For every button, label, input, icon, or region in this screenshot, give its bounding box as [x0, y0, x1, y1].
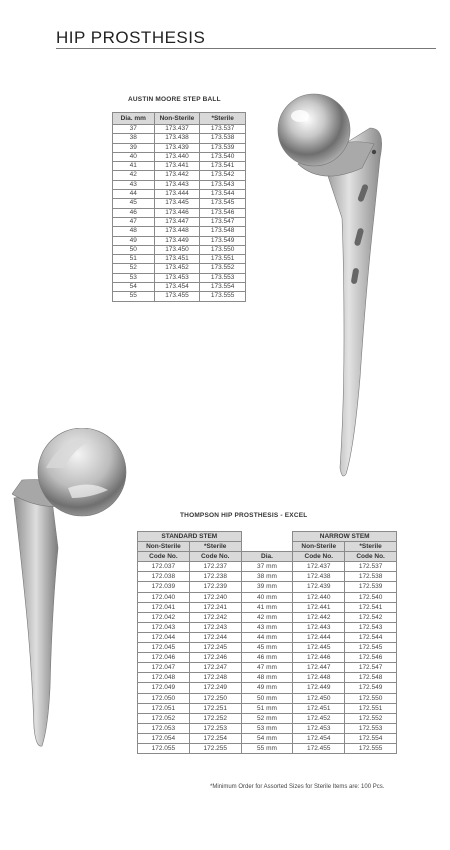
- column-header: Code No.: [189, 552, 241, 562]
- table-cell: 173.439: [154, 143, 200, 152]
- narrow-stem-header: NARROW STEM: [293, 532, 397, 542]
- column-header: Non-Sterile: [154, 113, 200, 125]
- table-cell: 173.437: [154, 125, 200, 134]
- table-row: [138, 673, 397, 683]
- table-row: [113, 255, 246, 264]
- table-cell: 173.542: [200, 171, 246, 180]
- table-row: [138, 733, 397, 743]
- table-cell: 172.439: [293, 582, 345, 592]
- table-cell: 172.544: [345, 632, 397, 642]
- table-row: [113, 264, 246, 273]
- table-cell: 173.540: [200, 152, 246, 161]
- table-cell: 172.452: [293, 713, 345, 723]
- table-cell: 172.442: [293, 612, 345, 622]
- column-header: Non-Sterile: [138, 542, 190, 552]
- table-cell: 173.449: [154, 236, 200, 245]
- thompson-title: THOMPSON HIP PROSTHESIS - EXCEL: [180, 512, 308, 519]
- thompson-prosthesis-image: [12, 428, 138, 748]
- table-row: [138, 653, 397, 663]
- table-cell: 42 mm: [241, 612, 293, 622]
- table-cell: 172.549: [345, 683, 397, 693]
- austin-moore-title: AUSTIN MOORE STEP BALL: [128, 96, 221, 103]
- table-row: [113, 236, 246, 245]
- table-cell: 40: [113, 152, 155, 161]
- table-cell: 173.549: [200, 236, 246, 245]
- table-row: [113, 217, 246, 226]
- table-cell: 54: [113, 283, 155, 292]
- table-cell: 172.548: [345, 673, 397, 683]
- table-cell: 172.254: [189, 733, 241, 743]
- table-cell: 172.240: [189, 592, 241, 602]
- table-cell: 50: [113, 245, 155, 254]
- table-cell: 173.446: [154, 208, 200, 217]
- table-cell: 172.447: [293, 663, 345, 673]
- table-cell: 172.249: [189, 683, 241, 693]
- table-cell: 173.553: [200, 273, 246, 282]
- table-cell: 172.555: [345, 743, 397, 753]
- standard-stem-header: STANDARD STEM: [138, 532, 242, 542]
- table-cell: 44 mm: [241, 632, 293, 642]
- blank-cell: [241, 542, 293, 552]
- table-cell: 172.049: [138, 683, 190, 693]
- table-cell: 173.547: [200, 217, 246, 226]
- table-cell: 52: [113, 264, 155, 273]
- table-row: [113, 143, 246, 152]
- table-cell: 172.553: [345, 723, 397, 733]
- table-cell: 37 mm: [241, 562, 293, 572]
- column-header: Dia.: [241, 552, 293, 562]
- table-row: [138, 723, 397, 733]
- table-cell: 39 mm: [241, 582, 293, 592]
- table-cell: 173.552: [200, 264, 246, 273]
- table-cell: 172.247: [189, 663, 241, 673]
- table-row: [138, 602, 397, 612]
- table-cell: 45 mm: [241, 643, 293, 653]
- table-cell: 38: [113, 134, 155, 143]
- table-cell: 48 mm: [241, 673, 293, 683]
- table-cell: 172.443: [293, 622, 345, 632]
- table-cell: 41 mm: [241, 602, 293, 612]
- table-cell: 53: [113, 273, 155, 282]
- table-cell: 41: [113, 162, 155, 171]
- table-cell: 173.541: [200, 162, 246, 171]
- table-row: [138, 572, 397, 582]
- table-cell: 172.438: [293, 572, 345, 582]
- column-header: Code No.: [293, 552, 345, 562]
- table-cell: 173.555: [200, 292, 246, 301]
- table-cell: 172.043: [138, 622, 190, 632]
- table-cell: 173.450: [154, 245, 200, 254]
- table-cell: 172.437: [293, 562, 345, 572]
- table-row: [113, 152, 246, 161]
- table-row: [113, 208, 246, 217]
- table-cell: 173.443: [154, 180, 200, 189]
- table-cell: 172.237: [189, 562, 241, 572]
- table-cell: 172.539: [345, 582, 397, 592]
- table-header-row: [113, 113, 246, 125]
- table-cell: 173.454: [154, 283, 200, 292]
- table-row: [138, 612, 397, 622]
- table-cell: 173.544: [200, 190, 246, 199]
- table-row: [113, 125, 246, 134]
- thompson-table: [137, 531, 397, 754]
- page-title: HIP PROSTHESIS: [56, 28, 206, 47]
- table-cell: 172.239: [189, 582, 241, 592]
- table-row: [138, 683, 397, 693]
- table-cell: 172.248: [189, 673, 241, 683]
- table-cell: 172.552: [345, 713, 397, 723]
- table-cell: 52 mm: [241, 713, 293, 723]
- table-row: [113, 292, 246, 301]
- table-cell: 172.547: [345, 663, 397, 673]
- table-cell: 172.037: [138, 562, 190, 572]
- table-cell: 172.243: [189, 622, 241, 632]
- table-cell: 172.453: [293, 723, 345, 733]
- table-cell: 172.040: [138, 592, 190, 602]
- footer-note: *Minimum Order for Assorted Sizes for Sterile Items are: 100 Pcs.: [210, 784, 385, 790]
- table-cell: 172.050: [138, 693, 190, 703]
- table-cell: 37: [113, 125, 155, 134]
- table-cell: 172.045: [138, 643, 190, 653]
- table-row: [113, 134, 246, 143]
- table-cell: 55: [113, 292, 155, 301]
- table-cell: 172.255: [189, 743, 241, 753]
- column-header: Dia. mm: [113, 113, 155, 125]
- table-cell: 172.440: [293, 592, 345, 602]
- table-cell: 172.550: [345, 693, 397, 703]
- table-cell: 172.238: [189, 572, 241, 582]
- table-cell: 172.450: [293, 693, 345, 703]
- table-cell: 46 mm: [241, 653, 293, 663]
- table-cell: 172.444: [293, 632, 345, 642]
- table-cell: 172.245: [189, 643, 241, 653]
- table-header-row: [138, 532, 397, 542]
- table-cell: 173.440: [154, 152, 200, 161]
- table-cell: 172.441: [293, 602, 345, 612]
- table-cell: 42: [113, 171, 155, 180]
- table-cell: 55 mm: [241, 743, 293, 753]
- austin-moore-prosthesis-image: [262, 88, 392, 480]
- table-cell: 172.542: [345, 612, 397, 622]
- table-cell: 172.242: [189, 612, 241, 622]
- table-cell: 172.551: [345, 703, 397, 713]
- table-row: [113, 227, 246, 236]
- table-header-row: [138, 542, 397, 552]
- table-cell: 51 mm: [241, 703, 293, 713]
- table-cell: 173.539: [200, 143, 246, 152]
- table-cell: 43: [113, 180, 155, 189]
- table-cell: 173.455: [154, 292, 200, 301]
- table-row: [138, 693, 397, 703]
- table-cell: 172.545: [345, 643, 397, 653]
- table-row: [138, 582, 397, 592]
- table-cell: 173.554: [200, 283, 246, 292]
- table-cell: 172.455: [293, 743, 345, 753]
- table-cell: 172.251: [189, 703, 241, 713]
- table-cell: 172.250: [189, 693, 241, 703]
- table-cell: 45: [113, 199, 155, 208]
- table-row: [138, 632, 397, 642]
- table-cell: 173.550: [200, 245, 246, 254]
- table-row: [138, 703, 397, 713]
- table-cell: 173.551: [200, 255, 246, 264]
- table-cell: 173.543: [200, 180, 246, 189]
- table-cell: 47 mm: [241, 663, 293, 673]
- table-row: [113, 245, 246, 254]
- austin-moore-table: [112, 112, 246, 302]
- table-row: [113, 171, 246, 180]
- table-cell: 173.548: [200, 227, 246, 236]
- table-cell: 173.441: [154, 162, 200, 171]
- table-row: [138, 643, 397, 653]
- table-cell: 173.445: [154, 199, 200, 208]
- column-header: *Sterile: [189, 542, 241, 552]
- table-row: [113, 180, 246, 189]
- table-cell: 173.545: [200, 199, 246, 208]
- table-cell: 173.448: [154, 227, 200, 236]
- table-cell: 173.546: [200, 208, 246, 217]
- table-cell: 44: [113, 190, 155, 199]
- blank-cell: [241, 532, 293, 542]
- table-cell: 172.451: [293, 703, 345, 713]
- table-cell: 47: [113, 217, 155, 226]
- table-cell: 173.447: [154, 217, 200, 226]
- table-row: [138, 592, 397, 602]
- table-cell: 172.044: [138, 632, 190, 642]
- table-row: [113, 190, 246, 199]
- table-cell: 172.053: [138, 723, 190, 733]
- table-cell: 172.454: [293, 733, 345, 743]
- table-cell: 173.452: [154, 264, 200, 273]
- table-cell: 172.554: [345, 733, 397, 743]
- table-cell: 43 mm: [241, 622, 293, 632]
- table-cell: 172.543: [345, 622, 397, 632]
- table-cell: 54 mm: [241, 733, 293, 743]
- table-row: [113, 162, 246, 171]
- table-cell: 172.042: [138, 612, 190, 622]
- table-cell: 172.448: [293, 673, 345, 683]
- table-cell: 172.252: [189, 713, 241, 723]
- table-cell: 173.453: [154, 273, 200, 282]
- table-cell: 173.444: [154, 190, 200, 199]
- table-cell: 173.537: [200, 125, 246, 134]
- table-cell: 172.446: [293, 653, 345, 663]
- table-cell: 172.051: [138, 703, 190, 713]
- table-cell: 172.052: [138, 713, 190, 723]
- table-cell: 172.445: [293, 643, 345, 653]
- table-cell: 173.442: [154, 171, 200, 180]
- table-cell: 49: [113, 236, 155, 245]
- column-header: *Sterile: [200, 113, 246, 125]
- table-cell: 51: [113, 255, 155, 264]
- table-cell: 172.041: [138, 602, 190, 612]
- column-header: Code No.: [138, 552, 190, 562]
- table-row: [113, 283, 246, 292]
- title-divider: [56, 48, 436, 49]
- column-header: Code No.: [345, 552, 397, 562]
- table-row: [138, 622, 397, 632]
- table-cell: 172.048: [138, 673, 190, 683]
- table-cell: 172.537: [345, 562, 397, 572]
- table-cell: 172.538: [345, 572, 397, 582]
- table-cell: 172.246: [189, 653, 241, 663]
- table-row: [138, 663, 397, 673]
- table-cell: 172.039: [138, 582, 190, 592]
- table-cell: 172.046: [138, 653, 190, 663]
- table-cell: 173.451: [154, 255, 200, 264]
- table-cell: 172.038: [138, 572, 190, 582]
- table-cell: 172.241: [189, 602, 241, 612]
- table-cell: 172.047: [138, 663, 190, 673]
- table-cell: 38 mm: [241, 572, 293, 582]
- table-row: [138, 743, 397, 753]
- table-cell: 172.546: [345, 653, 397, 663]
- table-cell: 48: [113, 227, 155, 236]
- table-row: [138, 713, 397, 723]
- column-header: Non-Sterile: [293, 542, 345, 552]
- table-cell: 50 mm: [241, 693, 293, 703]
- table-cell: 172.253: [189, 723, 241, 733]
- table-cell: 172.055: [138, 743, 190, 753]
- table-cell: 173.438: [154, 134, 200, 143]
- table-cell: 49 mm: [241, 683, 293, 693]
- table-cell: 172.054: [138, 733, 190, 743]
- table-cell: 53 mm: [241, 723, 293, 733]
- table-cell: 40 mm: [241, 592, 293, 602]
- column-header: *Sterile: [345, 542, 397, 552]
- table-cell: 172.541: [345, 602, 397, 612]
- table-row: [113, 273, 246, 282]
- table-cell: 39: [113, 143, 155, 152]
- table-cell: 172.540: [345, 592, 397, 602]
- table-header-row: [138, 552, 397, 562]
- table-row: [138, 562, 397, 572]
- table-cell: 172.244: [189, 632, 241, 642]
- table-cell: 46: [113, 208, 155, 217]
- table-cell: 172.449: [293, 683, 345, 693]
- table-cell: 173.538: [200, 134, 246, 143]
- table-row: [113, 199, 246, 208]
